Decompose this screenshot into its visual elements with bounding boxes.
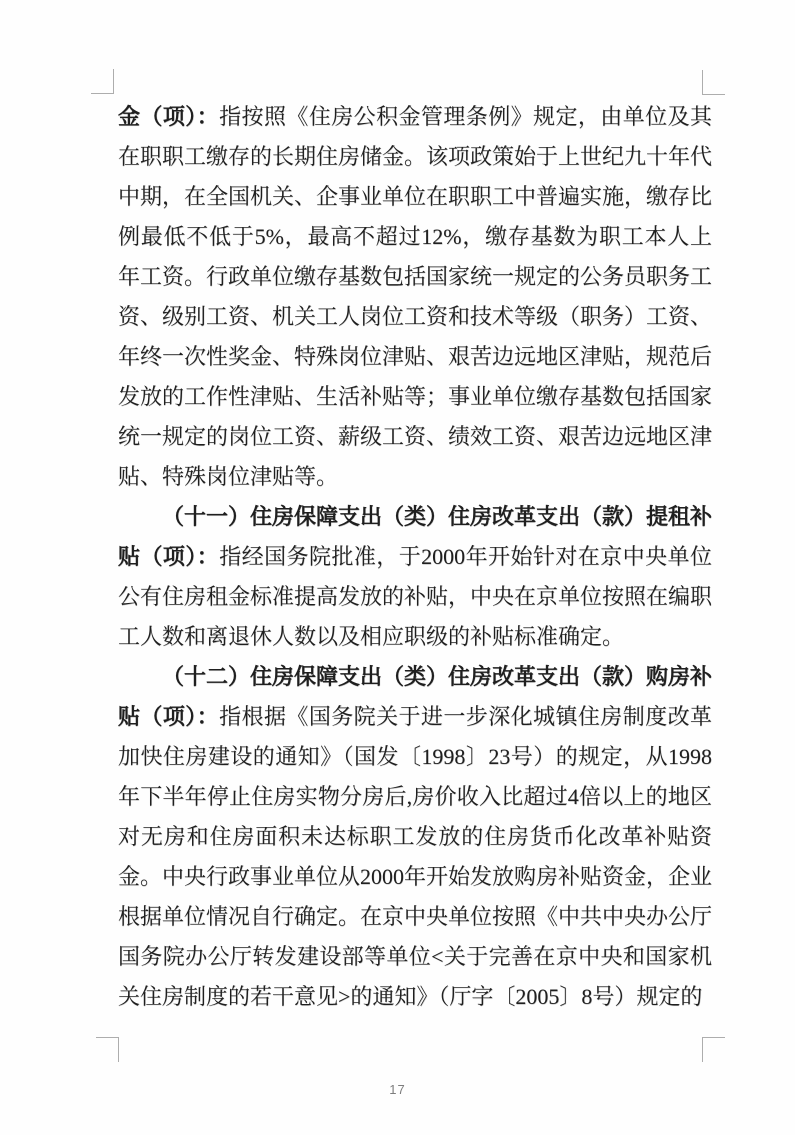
text-boundary-mark-bottom-left — [96, 1037, 119, 1062]
page-body-text — [118, 97, 712, 1017]
text-boundary-mark-bottom-right — [702, 1037, 725, 1062]
paragraph-rent-raise-subsidy — [118, 497, 712, 657]
page-number: 17 — [389, 1082, 406, 1097]
paragraph-home-purchase-subsidy — [118, 657, 712, 1017]
paragraph-lead-bold: （十一）住房保障支出（类）住房改革支出（款）提租补贴（项）： — [118, 504, 713, 569]
paragraph-body: 指根据《国务院关于进一步深化城镇住房制度改革加快住房建设的通知》（国发〔1998〕23号）的规定，从1998年下半年停止住房实物分房后,房价收入比超过4倍以上的地区对无房和住房面积未达标职工发放的住房货币化改革补贴资金。中央行政事业单位从2000年开始发放购房补贴资金，企业根据单位情况自行确定。在京中央单位按照《中共中央办公厅国务院办公厅转发建设部等单位<关于完善在京中央和国家机关住房制度的若干意见>的通知》（厅字〔2005〕8号）规定的 — [118, 704, 713, 1009]
paragraph-body: 指经国务院批准，于2000年开始针对在京中央单位公有住房租金标准提高发放的补贴，中央在京单位按照在编职工人数和离退休人数以及相应职级的补贴标准确定。 — [118, 544, 713, 649]
paragraph-housing-fund — [118, 97, 712, 497]
paragraph-lead-bold: 金（项）： — [118, 104, 220, 129]
paragraph-body: 指按照《住房公积金管理条例》规定，由单位及其在职职工缴存的长期住房储金。该项政策始于上世纪九十年代中期，在全国机关、企事业单位在职职工中普遍实施，缴存比例最低不低于5%，最高不超过12%，缴存基数为职工本人上年工资。行政单位缴存基数包括国家统一规定的公务员职务工资、级别工资、机关工人岗位工资和技术等级（职务）工资、年终一次性奖金、特殊岗位津贴、艰苦边远地区津贴，规范后发放的工作性津贴、生活补贴等；事业单位缴存基数包括国家统一规定的岗位工资、薪级工资、绩效工资、艰苦边远地区津贴、特殊岗位津贴等。 — [118, 104, 713, 489]
text-boundary-mark-top-left — [91, 69, 114, 94]
paragraph-lead-bold: （十二）住房保障支出（类）住房改革支出（款）购房补贴（项）： — [118, 664, 713, 729]
text-boundary-mark-top-right — [702, 70, 725, 95]
